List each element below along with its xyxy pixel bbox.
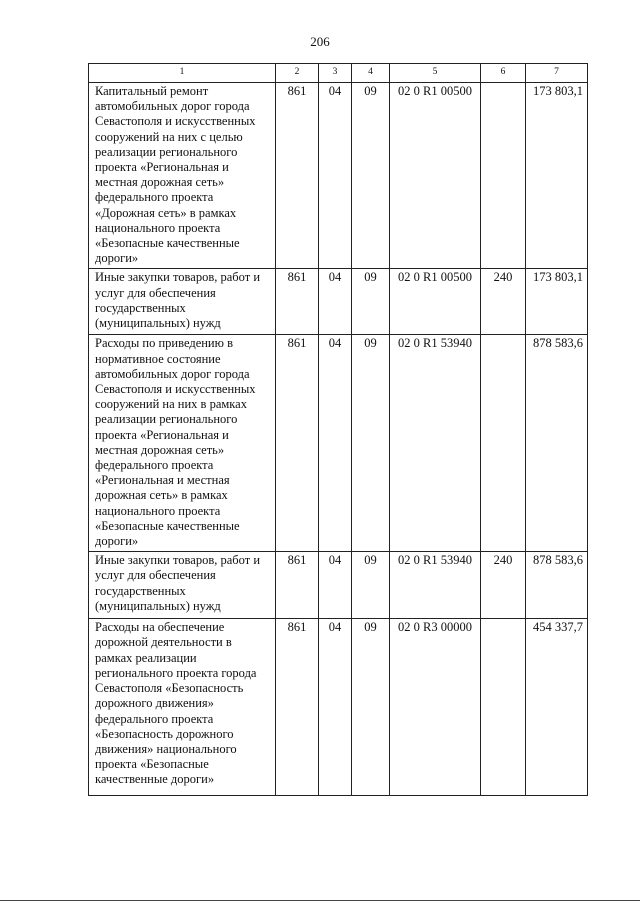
column-number-row (89, 64, 588, 83)
subsection-code-cell: 09 (352, 335, 390, 552)
expense-type-code-cell (481, 335, 526, 552)
grbs-code-cell: 861 (276, 619, 319, 796)
column-number: 4 (352, 64, 390, 83)
expense-type-code-cell (481, 83, 526, 269)
expense-type-code-cell: 240 (481, 269, 526, 335)
target-article-code-cell: 02 0 R3 00000 (390, 619, 481, 796)
amount-cell: 173 803,1 (526, 83, 588, 269)
amount-cell: 173 803,1 (526, 269, 588, 335)
column-number: 1 (89, 64, 276, 83)
column-number: 3 (319, 64, 352, 83)
grbs-code-cell: 861 (276, 269, 319, 335)
table-row (89, 335, 588, 552)
expense-name-cell: Иные закупки товаров, работ и услуг для обеспечения государственных (муниципальных) нужд (89, 552, 276, 619)
target-article-code-cell: 02 0 R1 53940 (390, 552, 481, 619)
column-number: 7 (526, 64, 588, 83)
table-row (89, 552, 588, 619)
expense-name-cell: Иные закупки товаров, работ и услуг для обеспечения государственных (муниципальных) нужд (89, 269, 276, 335)
grbs-code-cell: 861 (276, 552, 319, 619)
amount-cell: 878 583,6 (526, 335, 588, 552)
column-number: 6 (481, 64, 526, 83)
section-code-cell: 04 (319, 335, 352, 552)
table-row (89, 83, 588, 269)
expense-name-cell: Капитальный ремонт автомобильных дорог города Севастополя и искусственных сооружений на них с целью реализации регионального проекта «Региональная и местная дорожная сеть» федерального проекта «Дорожная сеть» в рамках национального проекта «Безопасные качественные дороги» (89, 83, 276, 269)
target-article-code-cell: 02 0 R1 00500 (390, 269, 481, 335)
expense-name-cell: Расходы по приведению в нормативное состояние автомобильных дорог города Севастополя и искусственных сооружений на них в рамках реализации регионального проекта «Региональная и местная дорожная сеть» федерального проекта «Региональная и местная дорожная сеть» в рамках национального проекта «Безопасные качественные дороги» (89, 335, 276, 552)
table-row (89, 269, 588, 335)
target-article-code-cell: 02 0 R1 00500 (390, 83, 481, 269)
column-number: 5 (390, 64, 481, 83)
grbs-code-cell: 861 (276, 83, 319, 269)
amount-cell: 878 583,6 (526, 552, 588, 619)
amount-cell: 454 337,7 (526, 619, 588, 796)
section-code-cell: 04 (319, 83, 352, 269)
section-code-cell: 04 (319, 619, 352, 796)
subsection-code-cell: 09 (352, 552, 390, 619)
table-row (89, 619, 588, 796)
expense-type-code-cell: 240 (481, 552, 526, 619)
page-bottom-border (0, 900, 640, 901)
page-number: 206 (310, 34, 330, 49)
subsection-code-cell: 09 (352, 619, 390, 796)
expense-name-cell: Расходы на обеспечение дорожной деятельности в рамках реализации регионального проекта города Севастополя «Безопасность дорожного движения» федерального проекта «Безопасность дорожного движения» национального проекта «Безопасные качественные дороги» (89, 619, 276, 796)
column-number: 2 (276, 64, 319, 83)
subsection-code-cell: 09 (352, 269, 390, 335)
grbs-code-cell: 861 (276, 335, 319, 552)
expense-type-code-cell (481, 619, 526, 796)
section-code-cell: 04 (319, 269, 352, 335)
budget-table (88, 63, 588, 796)
target-article-code-cell: 02 0 R1 53940 (390, 335, 481, 552)
subsection-code-cell: 09 (352, 83, 390, 269)
section-code-cell: 04 (319, 552, 352, 619)
